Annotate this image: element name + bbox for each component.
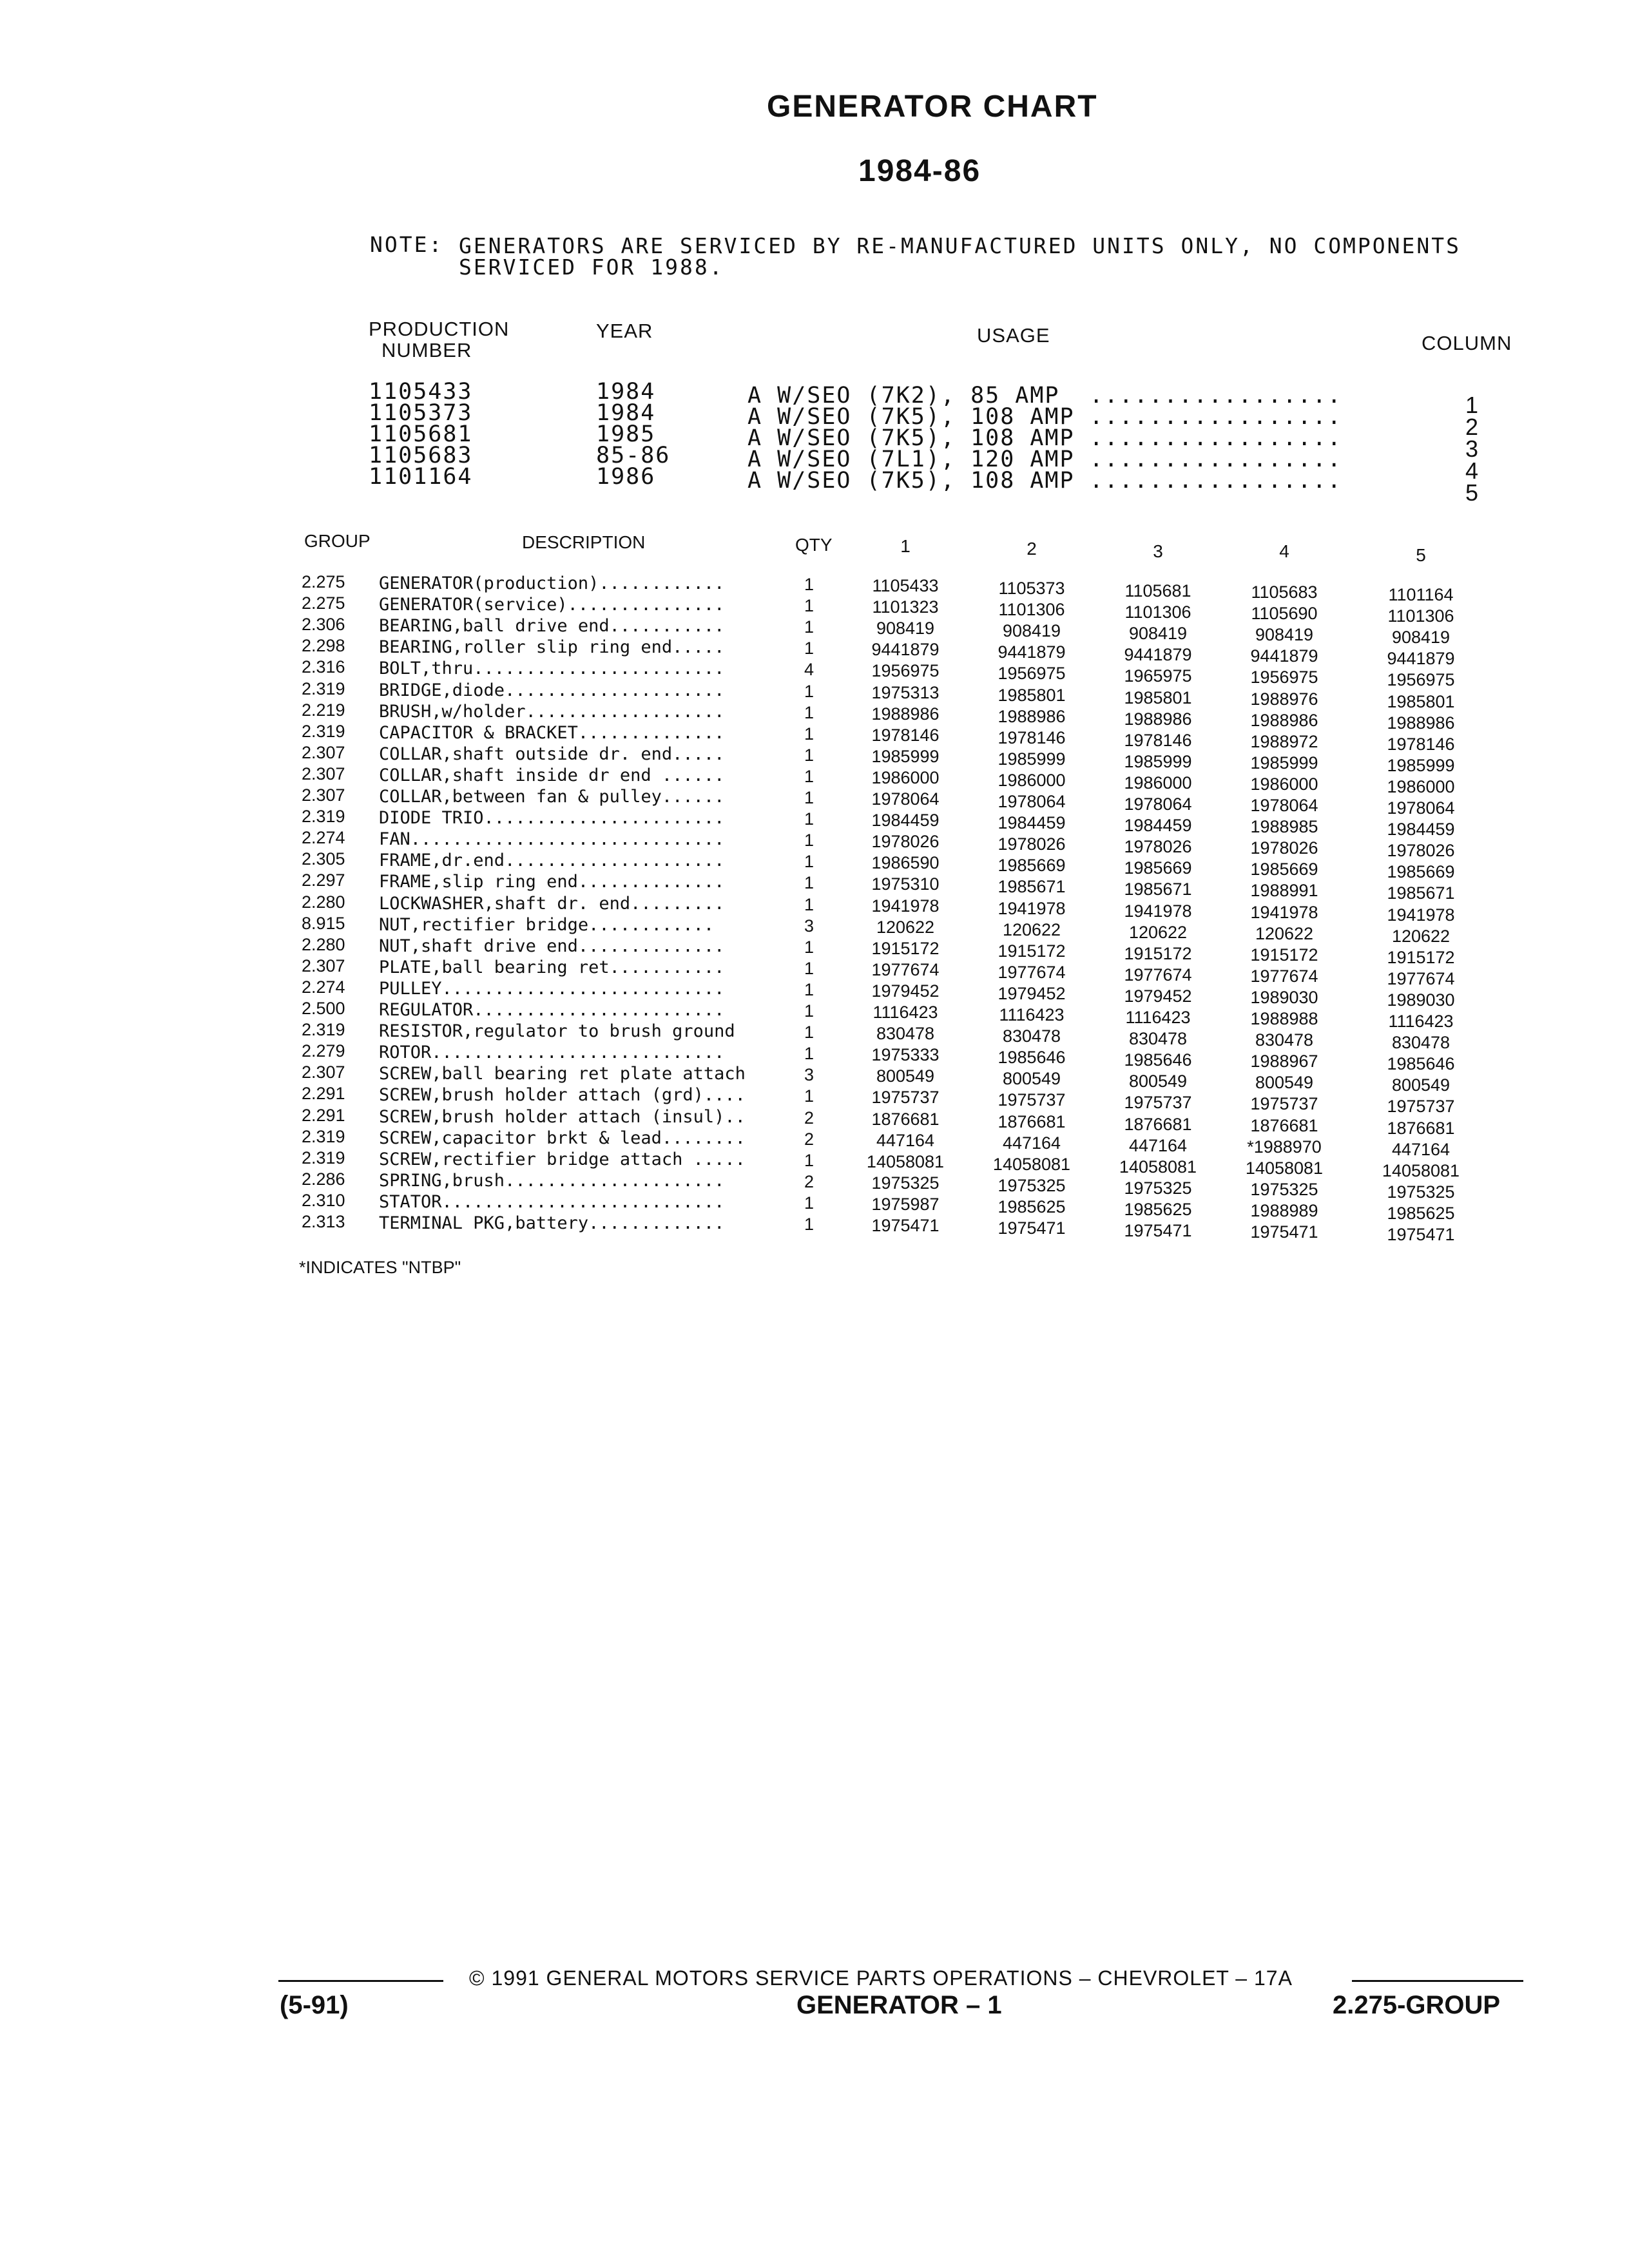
part-group: 2.280 [302, 892, 345, 912]
part-number-col-2: 1985669 [998, 856, 1066, 876]
col-4-header: 4 [1279, 541, 1289, 561]
part-qty: 1 [804, 617, 815, 637]
production-year: 1984 [596, 379, 656, 405]
part-number-col-3: 1941978 [1124, 901, 1192, 921]
part-description: STATOR........................... [379, 1191, 725, 1212]
part-number-col-4: 908419 [1255, 625, 1314, 645]
production-usage: A W/SEO (7L1), 120 AMP ................. [747, 447, 1342, 472]
part-number-col-2: 1977674 [998, 962, 1066, 982]
part-number-col-1: 1975471 [871, 1216, 940, 1235]
part-number-col-2: 1985999 [998, 749, 1066, 769]
part-number-col-3: 908419 [1128, 624, 1188, 644]
part-number-col-3: 14058081 [1119, 1157, 1197, 1177]
part-number-col-4: 1975737 [1250, 1094, 1318, 1114]
description-header: DESCRIPTION [522, 532, 646, 552]
part-qty: 1 [804, 724, 815, 744]
part-number-col-4: 1941978 [1250, 902, 1318, 922]
part-number-col-3: 1101306 [1124, 602, 1191, 622]
part-number-col-2: 1984459 [998, 813, 1066, 833]
footer-rule-right [1352, 1980, 1523, 1982]
part-description: REGULATOR........................ [379, 1000, 725, 1020]
part-number-col-1: 1988986 [871, 704, 940, 724]
production-usage: A W/SEO (7K5), 108 AMP ................. [747, 425, 1342, 451]
part-number-col-4: 1986000 [1250, 774, 1318, 794]
part-number-col-5: 1988986 [1387, 713, 1455, 733]
qty-header: QTY [795, 535, 833, 555]
part-number-col-5: 1101164 [1388, 585, 1454, 604]
part-description: COLLAR,shaft outside dr. end..... [379, 744, 725, 764]
part-description: SCREW,brush holder attach (grd).... [379, 1085, 746, 1106]
part-qty: 1 [804, 702, 815, 722]
part-number-col-5: 1985671 [1387, 883, 1455, 903]
production-usage: A W/SEO (7K2), 85 AMP ................. [747, 383, 1342, 408]
part-number-col-3: 1977674 [1124, 965, 1192, 985]
part-number-col-1: 1975987 [871, 1194, 940, 1214]
part-description: BOLT,thru........................ [379, 658, 725, 679]
footnote: *INDICATES "NTBP" [299, 1258, 461, 1277]
part-number-col-2: 1985625 [998, 1196, 1066, 1216]
production-column: 4 [1465, 457, 1479, 484]
part-number-col-3: 1915172 [1124, 943, 1192, 963]
part-number-col-1: 1101323 [872, 597, 939, 617]
part-number-col-1: 1116423 [872, 1003, 938, 1022]
part-group: 2.316 [302, 657, 345, 677]
part-number-col-4: 800549 [1255, 1073, 1314, 1093]
part-group: 2.319 [302, 1126, 345, 1146]
footer-section: GENERATOR – 1 [796, 1991, 1002, 2019]
part-number-col-3: 1985999 [1124, 751, 1192, 771]
part-number-col-1: 447164 [876, 1130, 935, 1150]
part-number-col-4: 1915172 [1250, 945, 1318, 965]
part-qty: 3 [804, 1065, 815, 1085]
part-description: FAN.............................. [379, 829, 725, 850]
production-year: 1984 [596, 400, 656, 426]
part-number-col-1: 1915172 [871, 938, 940, 958]
part-number-col-5: 1985801 [1387, 691, 1455, 711]
part-number-col-3: 830478 [1128, 1029, 1188, 1049]
part-number-col-3: 1979452 [1124, 986, 1192, 1006]
part-number-col-4: 1988976 [1250, 689, 1318, 709]
part-number-col-2: 120622 [1002, 919, 1061, 939]
production-year: 85-86 [596, 443, 671, 468]
part-number-col-5: 1975471 [1387, 1225, 1455, 1244]
production-year: 1985 [596, 421, 656, 447]
part-number-col-5: 1975737 [1387, 1097, 1455, 1117]
part-number-col-4: 1988989 [1250, 1200, 1318, 1220]
part-qty: 1 [804, 873, 815, 893]
production-column: 5 [1465, 479, 1479, 506]
production-usage: A W/SEO (7K5), 108 AMP ................. [747, 404, 1342, 430]
part-number-col-3: 1978146 [1124, 730, 1192, 750]
part-number-col-4: 14058081 [1245, 1158, 1324, 1178]
part-group: 2.274 [302, 828, 345, 848]
part-qty: 1 [804, 1001, 815, 1021]
part-group: 2.307 [302, 785, 345, 805]
part-qty: 1 [804, 1150, 815, 1170]
part-number-col-2: 800549 [1002, 1069, 1061, 1089]
part-description: FRAME,slip ring end.............. [379, 872, 725, 892]
part-number-col-5: 830478 [1391, 1033, 1451, 1053]
part-number-col-3: 1985669 [1124, 858, 1192, 878]
part-number-col-4: *1988970 [1247, 1137, 1322, 1157]
part-number-col-5: 1956975 [1387, 670, 1455, 690]
part-group: 2.319 [302, 1020, 345, 1040]
part-number-col-4: 1988991 [1250, 881, 1318, 901]
part-number-col-3: 800549 [1128, 1072, 1188, 1091]
part-group: 2.319 [302, 678, 345, 698]
production-number-header: PRODUCTION [369, 318, 510, 340]
part-group: 2.279 [302, 1041, 345, 1061]
part-number-col-2: 14058081 [992, 1154, 1071, 1174]
part-number-col-4: 1988988 [1250, 1009, 1318, 1028]
part-number-col-3: 9441879 [1124, 645, 1192, 665]
part-group: 2.305 [302, 849, 345, 869]
part-number-col-1: 1978064 [871, 789, 940, 809]
part-number-col-5: 1984459 [1387, 820, 1455, 840]
part-group: 2.274 [302, 977, 345, 997]
part-group: 2.307 [302, 742, 345, 762]
part-description: NUT,rectifier bridge............ [379, 914, 715, 935]
part-description: CAPACITOR & BRACKET.............. [379, 722, 725, 743]
part-number-col-5: 1975325 [1387, 1182, 1455, 1202]
part-number-col-5: 447164 [1391, 1139, 1451, 1159]
part-number-col-3: 1116423 [1125, 1008, 1191, 1027]
part-number-col-4: 120622 [1255, 923, 1314, 943]
part-number-col-5: 908419 [1391, 628, 1451, 648]
footer-group: 2.275-GROUP [1333, 1991, 1501, 2019]
part-qty: 1 [804, 1023, 815, 1043]
footer-date: (5-91) [280, 1991, 349, 2019]
part-number-col-5: 1985669 [1387, 862, 1455, 882]
part-group: 2.307 [302, 764, 345, 783]
part-qty: 1 [804, 745, 815, 765]
part-number-col-2: 1975471 [998, 1218, 1066, 1238]
production-number: 1105433 [369, 379, 473, 405]
part-number-col-1: 1876681 [871, 1109, 940, 1129]
part-number-col-3: 1978026 [1124, 837, 1192, 857]
part-number-col-4: 1988967 [1250, 1052, 1318, 1072]
col-3-header: 3 [1153, 541, 1163, 561]
part-qty: 1 [804, 681, 815, 701]
note-label: NOTE: [370, 232, 444, 257]
part-group: 2.307 [302, 956, 345, 975]
part-group: 2.307 [302, 1062, 345, 1082]
part-description: SCREW,brush holder attach (insul).. [379, 1106, 746, 1127]
part-qty: 1 [804, 788, 815, 807]
production-number: 1105681 [369, 421, 473, 447]
part-group: 2.219 [302, 700, 345, 720]
part-number-col-5: 14058081 [1382, 1160, 1460, 1180]
part-number-col-5: 800549 [1391, 1075, 1451, 1095]
part-qty: 1 [804, 809, 815, 829]
part-number-col-1: 800549 [876, 1066, 935, 1086]
part-qty: 1 [804, 575, 815, 594]
production-column: 3 [1465, 436, 1479, 462]
part-group: 2.286 [302, 1169, 345, 1189]
part-description: DIODE TRIO....................... [379, 808, 725, 829]
part-number-col-3: 1975737 [1124, 1093, 1192, 1113]
part-number-col-5: 1977674 [1387, 968, 1455, 988]
part-group: 2.313 [302, 1212, 345, 1231]
part-number-col-3: 447164 [1128, 1135, 1188, 1155]
page-title: GENERATOR CHART [767, 90, 1098, 124]
part-qty: 1 [804, 1215, 815, 1234]
part-number-col-1: 1986590 [871, 853, 940, 873]
part-group: 2.319 [302, 807, 345, 827]
part-number-col-4: 1985669 [1250, 860, 1318, 879]
part-description: SCREW,ball bearing ret plate attach [379, 1064, 746, 1084]
group-header: GROUP [304, 531, 371, 551]
part-qty: 1 [804, 1193, 815, 1213]
part-description: SCREW,rectifier bridge attach ..... [379, 1149, 746, 1169]
part-number-col-1: 1105433 [872, 576, 939, 595]
part-number-col-1: 1978146 [871, 725, 940, 745]
part-qty: 2 [804, 1108, 815, 1128]
part-number-col-1: 1975333 [871, 1045, 940, 1065]
part-number-col-2: 1915172 [998, 941, 1066, 961]
part-number-col-1: 908419 [876, 619, 935, 639]
part-number-col-5: 1989030 [1387, 990, 1455, 1010]
part-description: BRIDGE,diode..................... [379, 680, 725, 700]
part-number-col-4: 1989030 [1250, 987, 1318, 1007]
part-number-col-5: 1985999 [1387, 755, 1455, 775]
part-group: 2.275 [302, 572, 345, 591]
part-description: BRUSH,w/holder................... [379, 701, 725, 722]
part-number-col-5: 1978064 [1387, 798, 1455, 818]
part-number-col-2: 1985671 [998, 877, 1066, 897]
part-number-col-1: 1984459 [871, 811, 940, 831]
part-number-col-1: 1941978 [871, 896, 940, 916]
production-number: 1101164 [369, 464, 473, 490]
part-number-col-5: 1986000 [1387, 776, 1455, 796]
part-group: 2.310 [302, 1190, 345, 1210]
production-number: 1105373 [369, 400, 473, 426]
part-description: SCREW,capacitor brkt & lead........ [379, 1128, 746, 1148]
part-number-col-2: 1101306 [998, 600, 1065, 620]
production-number-header-2: NUMBER [381, 339, 472, 361]
part-number-col-4: 1985999 [1250, 753, 1318, 773]
production-column: 1 [1465, 392, 1479, 418]
part-number-col-2: 1978146 [998, 727, 1066, 747]
part-qty: 1 [804, 894, 815, 914]
part-number-col-3: 1105681 [1124, 581, 1191, 601]
col-1-header: 1 [900, 536, 911, 556]
part-number-col-2: 1985801 [998, 685, 1066, 705]
part-number-col-3: 1986000 [1124, 773, 1192, 793]
part-qty: 4 [804, 660, 815, 680]
part-description: BEARING,ball drive end........... [379, 616, 725, 637]
part-number-col-4: 1956975 [1250, 668, 1318, 687]
part-number-col-3: 1985801 [1124, 687, 1192, 707]
part-number-col-3: 1965975 [1124, 666, 1192, 686]
part-group: 2.291 [302, 1084, 345, 1104]
part-number-col-2: 1978026 [998, 834, 1066, 854]
part-number-col-2: 830478 [1002, 1026, 1061, 1046]
part-description: SPRING,brush..................... [379, 1170, 725, 1191]
part-number-col-2: 1116423 [999, 1005, 1065, 1024]
part-number-col-2: 1941978 [998, 898, 1066, 918]
part-qty: 1 [804, 766, 815, 786]
production-number: 1105683 [369, 443, 473, 468]
production-column: 2 [1465, 414, 1479, 440]
usage-header: USAGE [977, 324, 1050, 347]
part-number-col-1: 1975325 [871, 1173, 940, 1193]
part-number-col-5: 1915172 [1387, 947, 1455, 967]
part-number-col-4: 1988972 [1250, 731, 1318, 751]
part-number-col-1: 1975310 [871, 874, 940, 894]
part-number-col-4: 1975471 [1250, 1222, 1318, 1242]
footer-rule-left [278, 1980, 443, 1982]
production-year: 1986 [596, 464, 656, 490]
part-qty: 1 [804, 639, 815, 658]
part-group: 2.319 [302, 1148, 345, 1168]
part-number-col-5: 1978026 [1387, 841, 1455, 861]
part-group: 2.319 [302, 721, 345, 741]
part-number-col-4: 1978064 [1250, 796, 1318, 815]
part-number-col-4: 9441879 [1250, 646, 1318, 666]
part-number-col-1: 1975737 [871, 1088, 940, 1108]
part-description: LOCKWASHER,shaft dr. end......... [379, 893, 725, 914]
part-description: RESISTOR,regulator to brush ground [379, 1021, 735, 1042]
part-group: 2.291 [302, 1105, 345, 1125]
part-qty: 2 [804, 1171, 815, 1191]
part-description: GENERATOR(production)............ [379, 573, 725, 593]
part-number-col-1: 14058081 [866, 1151, 945, 1171]
part-description: BEARING,roller slip ring end..... [379, 637, 725, 658]
part-number-col-1: 9441879 [871, 640, 940, 660]
part-number-col-1: 1975313 [871, 682, 940, 702]
part-number-col-3: 1975325 [1124, 1178, 1192, 1198]
part-number-col-2: 1105373 [998, 579, 1065, 598]
production-usage: A W/SEO (7K5), 108 AMP ................. [747, 468, 1342, 494]
part-number-col-2: 1975737 [998, 1090, 1066, 1110]
part-number-col-4: 1105683 [1251, 582, 1318, 602]
part-number-col-5: 1978146 [1387, 734, 1455, 754]
part-number-col-5: 1116423 [1388, 1012, 1454, 1031]
part-number-col-1: 830478 [876, 1024, 935, 1044]
part-number-col-4: 1988986 [1250, 710, 1318, 730]
part-number-col-2: 1985646 [998, 1048, 1066, 1068]
part-description: PLATE,ball bearing ret........... [379, 957, 725, 977]
part-description: COLLAR,between fan & pulley...... [379, 787, 725, 807]
part-number-col-5: 1876681 [1387, 1118, 1455, 1138]
year-header: YEAR [596, 320, 653, 342]
part-qty: 1 [804, 958, 815, 978]
part-number-col-4: 830478 [1255, 1030, 1314, 1050]
part-number-col-3: 1876681 [1124, 1114, 1192, 1134]
part-number-col-3: 1985671 [1124, 879, 1192, 899]
part-group: 2.500 [302, 999, 345, 1018]
part-group: 2.275 [302, 593, 345, 613]
part-description: ROTOR............................ [379, 1043, 725, 1063]
part-number-col-2: 1876681 [998, 1111, 1066, 1131]
part-number-col-1: 1978026 [871, 832, 940, 852]
part-number-col-4: 1977674 [1250, 966, 1318, 986]
copyright: © 1991 GENERAL MOTORS SERVICE PARTS OPERATIONS – CHEVROLET – 17A [469, 1966, 1293, 1990]
part-number-col-2: 1975325 [998, 1175, 1066, 1195]
part-number-col-1: 120622 [876, 917, 935, 937]
part-number-col-5: 1941978 [1387, 905, 1455, 925]
part-description: GENERATOR(service)............... [379, 595, 725, 615]
part-number-col-1: 1985999 [871, 746, 940, 766]
part-qty: 1 [804, 596, 815, 616]
part-group: 2.297 [302, 870, 345, 890]
part-number-col-3: 1978064 [1124, 794, 1192, 814]
part-number-col-3: 1985646 [1124, 1050, 1192, 1070]
part-qty: 3 [804, 916, 815, 936]
part-number-col-1: 1956975 [871, 661, 940, 681]
part-number-col-2: 1956975 [998, 664, 1066, 684]
part-group: 2.280 [302, 934, 345, 954]
part-qty: 1 [804, 979, 815, 999]
part-number-col-4: 1975325 [1250, 1179, 1318, 1199]
part-number-col-4: 1978026 [1250, 838, 1318, 858]
part-description: PULLEY........................... [379, 978, 725, 999]
part-number-col-5: 1101306 [1387, 606, 1454, 626]
part-number-col-2: 908419 [1002, 621, 1061, 641]
part-qty: 1 [804, 831, 815, 850]
column-header: COLUMN [1422, 332, 1512, 354]
part-qty: 1 [804, 1044, 815, 1064]
part-number-col-2: 1988986 [998, 706, 1066, 726]
part-number-col-5: 9441879 [1387, 649, 1455, 669]
part-number-col-3: 1985625 [1124, 1199, 1192, 1219]
part-number-col-1: 1979452 [871, 981, 940, 1001]
part-group: 2.306 [302, 615, 345, 635]
part-number-col-4: 1105690 [1251, 604, 1318, 624]
part-description: NUT,shaft drive end.............. [379, 936, 725, 956]
part-qty: 2 [804, 1129, 815, 1149]
part-group: 8.915 [302, 913, 345, 933]
part-number-col-3: 1988986 [1124, 709, 1192, 729]
part-number-col-3: 1984459 [1124, 816, 1192, 836]
part-number-col-3: 1975471 [1124, 1221, 1192, 1240]
part-number-col-5: 1985646 [1387, 1054, 1455, 1074]
part-number-col-2: 447164 [1002, 1133, 1061, 1153]
part-number-col-5: 120622 [1391, 926, 1451, 946]
part-number-col-4: 1876681 [1250, 1115, 1318, 1135]
part-number-col-1: 1977674 [871, 959, 940, 979]
part-description: TERMINAL PKG,battery............. [379, 1213, 725, 1233]
part-number-col-3: 120622 [1128, 922, 1188, 942]
page-subtitle: 1984-86 [858, 154, 981, 188]
part-qty: 1 [804, 937, 815, 957]
part-qty: 1 [804, 852, 815, 872]
part-group: 2.298 [302, 636, 345, 656]
part-qty: 1 [804, 1086, 815, 1106]
part-number-col-1: 1986000 [871, 767, 940, 787]
part-description: FRAME,dr.end..................... [379, 850, 725, 871]
part-number-col-4: 1988985 [1250, 817, 1318, 837]
part-number-col-2: 9441879 [998, 642, 1066, 662]
note-line-2: SERVICED FOR 1988. [459, 255, 724, 280]
col-2-header: 2 [1027, 539, 1037, 559]
part-number-col-2: 1979452 [998, 983, 1066, 1003]
note-line-1: GENERATORS ARE SERVICED BY RE-MANUFACTURED UNITS ONLY, NO COMPONENTS [459, 233, 1461, 258]
part-number-col-2: 1978064 [998, 792, 1066, 811]
col-5-header: 5 [1416, 545, 1426, 565]
part-description: COLLAR,shaft inside dr end ...... [379, 765, 725, 785]
part-number-col-2: 1986000 [998, 770, 1066, 790]
part-number-col-5: 1985625 [1387, 1203, 1455, 1223]
